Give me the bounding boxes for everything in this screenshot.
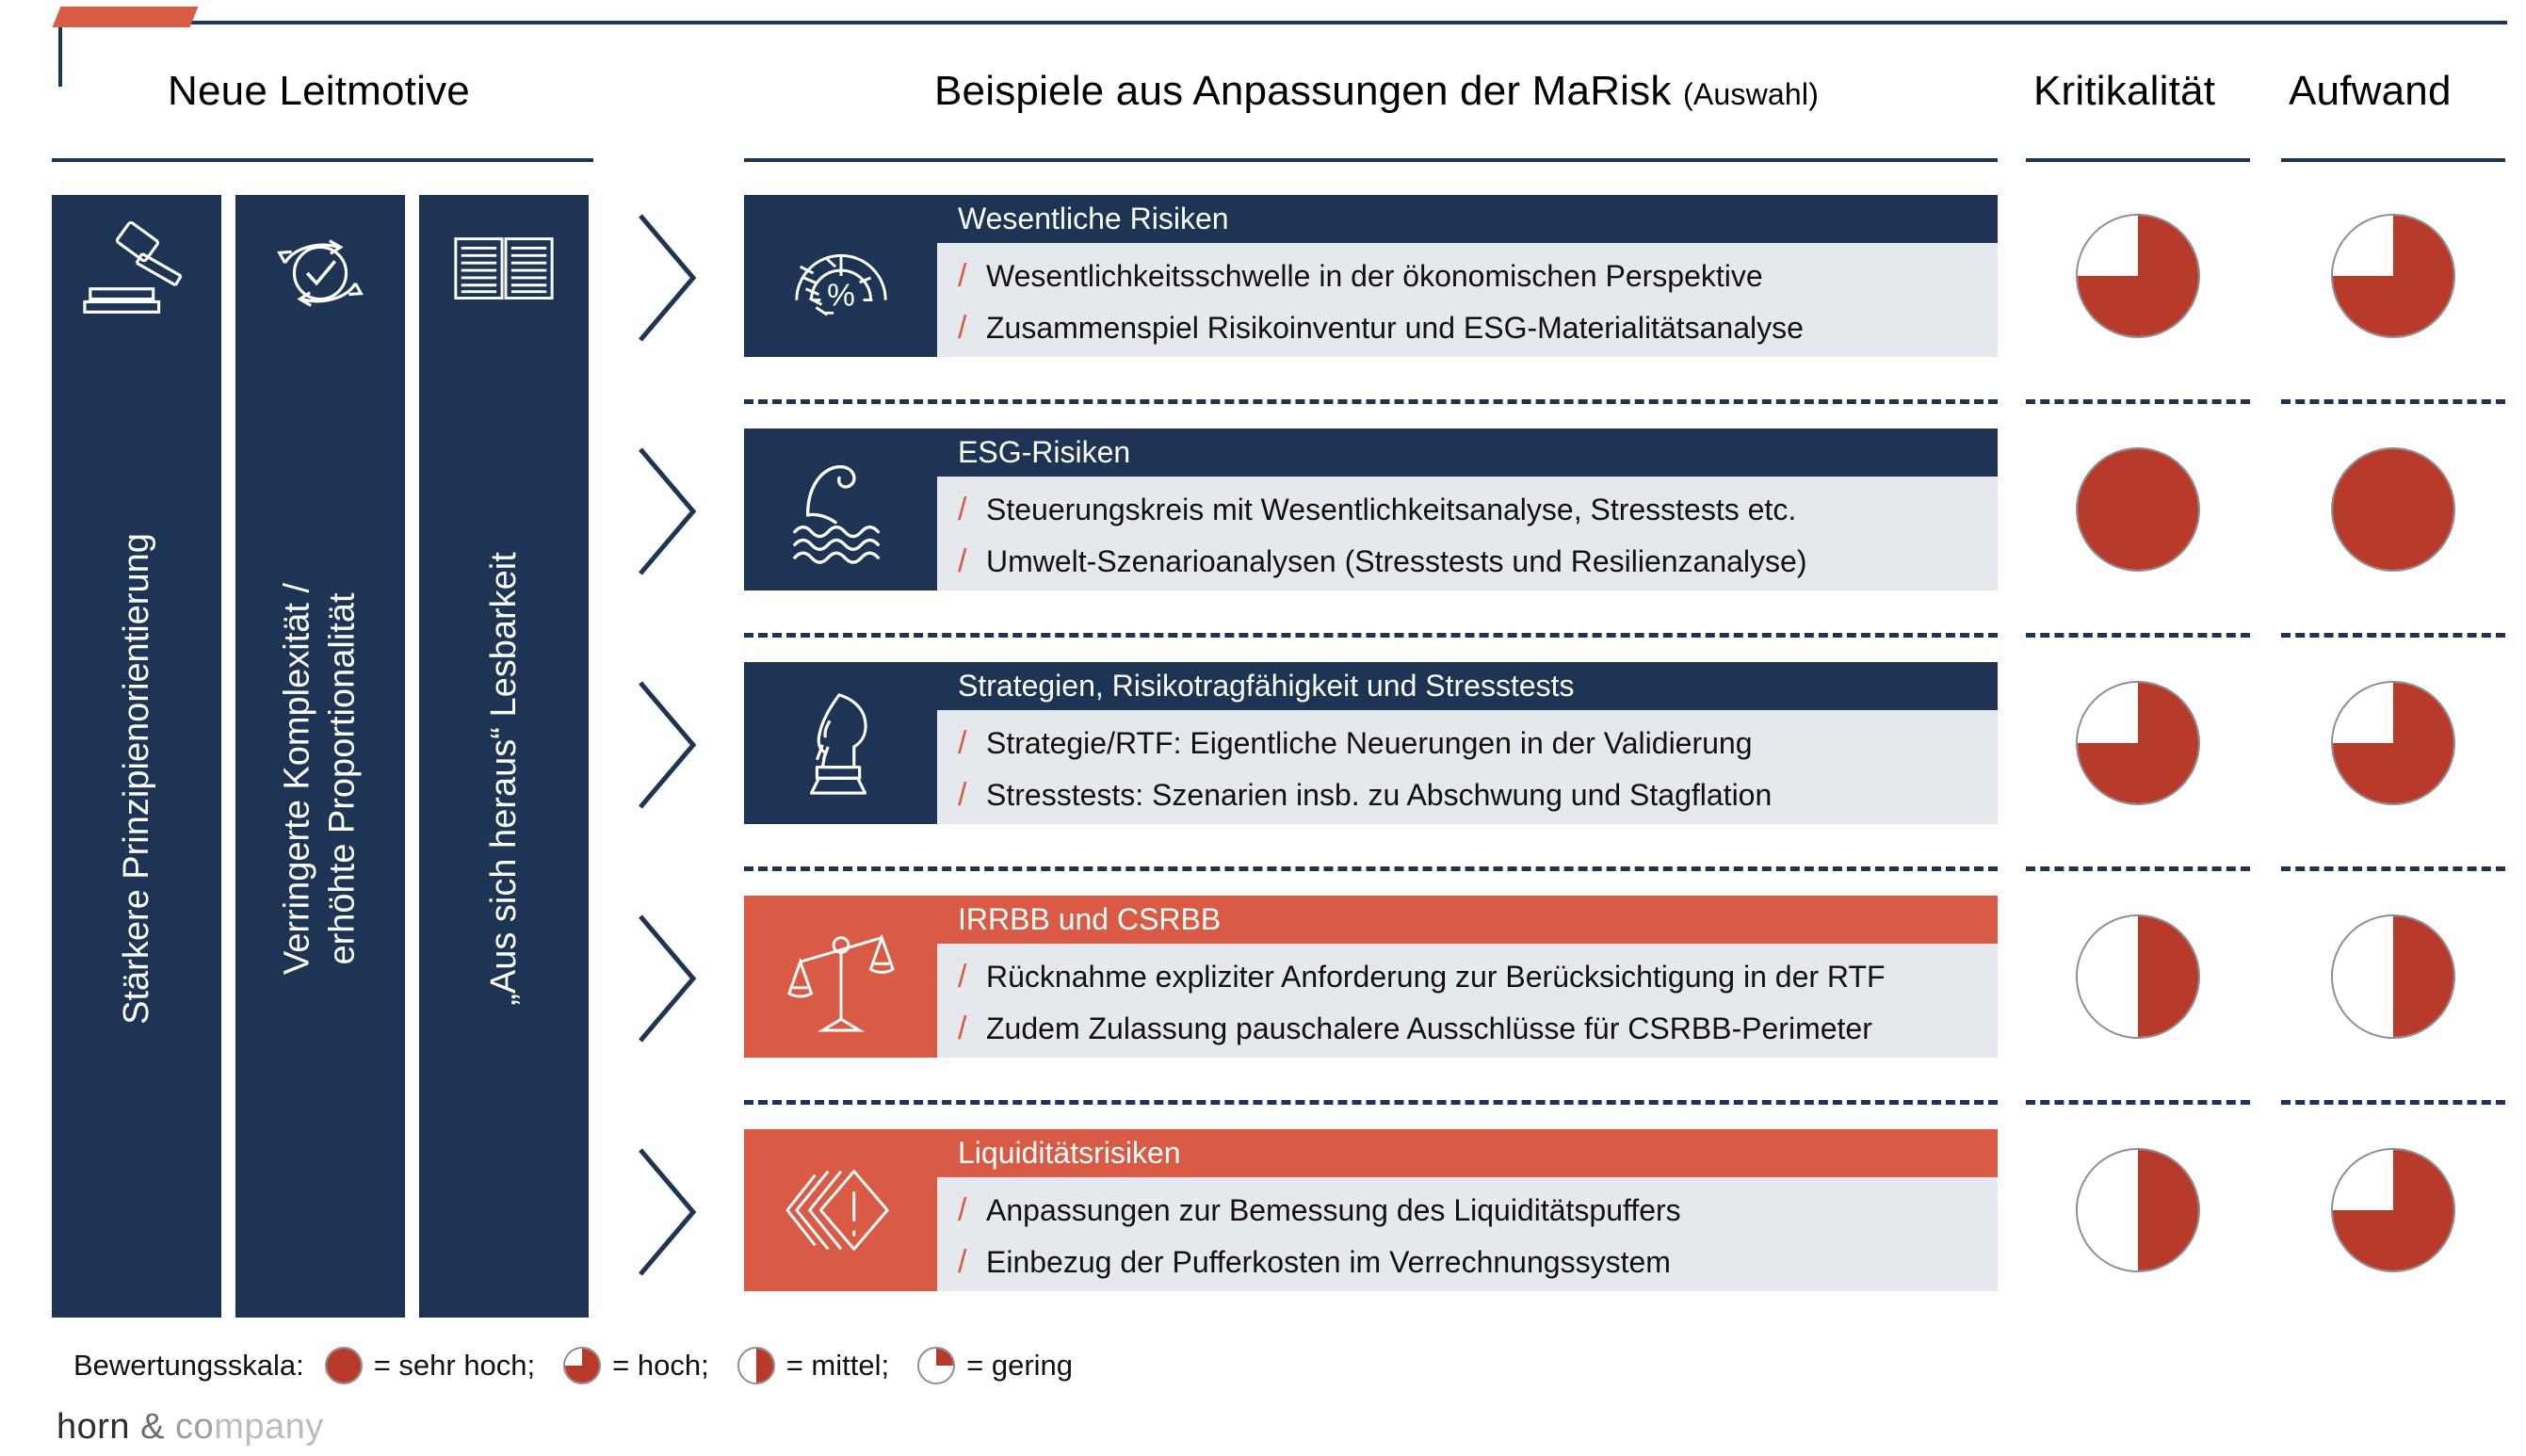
- bullet-text: Zudem Zulassung pauschalere Ausschlüsse für CSRBB-Perimeter: [986, 1011, 1872, 1045]
- separator-kritikalitaet: [2026, 1100, 2250, 1105]
- rating-pie-aufwand: [2331, 447, 2455, 572]
- company-logo: [57, 1407, 324, 1448]
- page-title-leitmotive: [168, 68, 470, 115]
- slash-icon: /: [958, 725, 967, 761]
- content-row[interactable]: [744, 896, 1998, 1058]
- legend-pie-fill: [565, 1349, 599, 1383]
- legend: [73, 1347, 1101, 1384]
- logo-part-3: co: [175, 1407, 215, 1447]
- content-row[interactable]: [744, 662, 1998, 824]
- slash-icon: /: [958, 310, 967, 346]
- legend-pie: [737, 1347, 775, 1384]
- rating-pie-fill: [2333, 1150, 2453, 1270]
- content-row[interactable]: [744, 1129, 1998, 1291]
- slash-icon: /: [958, 777, 967, 813]
- separator-main: [744, 399, 1998, 404]
- frame-top-line: [58, 21, 2507, 24]
- rating-pie-kritikalitaet: [2076, 681, 2200, 805]
- separator-aufwand: [2281, 633, 2505, 638]
- row-icon-box: [744, 429, 937, 590]
- chevron-arrow-4: [633, 909, 701, 1048]
- pillar-label: Stärkere Prinzipienorientierung: [116, 532, 156, 1025]
- rating-pie-fill: [2333, 216, 2453, 336]
- legend-text: = hoch;: [612, 1349, 709, 1382]
- row-header: Liquiditätsrisiken: [937, 1129, 1998, 1177]
- row-header: Strategien, Risikotragfähigkeit und Stresstests: [937, 662, 1998, 710]
- row-icon-box: [744, 896, 937, 1058]
- title-rule-left: [52, 158, 593, 162]
- chevron-arrow-3: [633, 675, 701, 815]
- row-header: ESG-Risiken: [937, 429, 1998, 477]
- legend-pie: [325, 1347, 363, 1384]
- rating-pie-aufwand: [2331, 214, 2455, 338]
- separator-main: [744, 866, 1998, 871]
- bullet-item: [937, 1187, 1998, 1238]
- legend-item: [917, 1347, 1088, 1384]
- rating-pie-fill: [2078, 449, 2198, 570]
- legend-pie: [563, 1347, 601, 1384]
- separator-kritikalitaet: [2026, 399, 2250, 404]
- content-row[interactable]: [744, 429, 1998, 590]
- bullet-item: [937, 252, 1998, 304]
- row-body: [937, 710, 1998, 824]
- bullet-item: [937, 720, 1998, 771]
- logo-part-4: mpany: [214, 1407, 324, 1447]
- rating-pie-fill: [2078, 916, 2198, 1037]
- rating-pie-fill: [2333, 449, 2453, 570]
- row-icon-box: [744, 1129, 937, 1291]
- legend-text: = gering: [966, 1349, 1074, 1382]
- bullet-text: Umwelt-Szenarioanalysen (Stresstests und Resilienzanalyse): [986, 544, 1807, 578]
- pillar-label-line2: erhöhte Proportionalität: [322, 592, 362, 965]
- logo-part-2: &: [140, 1407, 165, 1447]
- rating-pie-kritikalitaet: [2076, 1148, 2200, 1272]
- legend-pie-fill: [919, 1349, 953, 1383]
- bullet-text: Steuerungskreis mit Wesentlichkeitsanalyse, Stresstests etc.: [986, 493, 1797, 526]
- title-rule-aufwand: [2281, 158, 2505, 162]
- open-book-icon: [448, 221, 559, 325]
- page-title-kritikalitaet: Kritikalität: [2033, 68, 2216, 114]
- separator-kritikalitaet: [2026, 633, 2250, 638]
- pillar-lesbarkeit[interactable]: [419, 195, 589, 1318]
- bullet-text: Zusammenspiel Risikoinventur und ESG-Materialitätsanalyse: [986, 311, 1804, 345]
- row-header: Wesentliche Risiken: [937, 195, 1998, 243]
- gauge-percent-icon: [785, 218, 897, 333]
- separator-aufwand: [2281, 399, 2505, 404]
- bullet-item: [937, 1238, 1998, 1290]
- frame-left-line: [58, 21, 62, 87]
- rating-pie-kritikalitaet: [2076, 447, 2200, 572]
- row-icon-box: [744, 662, 937, 824]
- legend-item: [325, 1347, 550, 1384]
- chess-knight-icon: [785, 686, 897, 801]
- gavel-icon: [81, 221, 192, 325]
- bullet-item: [937, 771, 1998, 823]
- separator-kritikalitaet: [2026, 866, 2250, 871]
- row-icon-box: [744, 195, 937, 357]
- bullet-item: [937, 1005, 1998, 1057]
- bullet-text: Strategie/RTF: Eigentliche Neuerungen in der Validierung: [986, 726, 1753, 760]
- bullet-item: [937, 538, 1998, 590]
- chevron-arrow-1: [633, 208, 701, 348]
- bullet-text: Rücknahme expliziter Anforderung zur Berücksichtigung in der RTF: [986, 960, 1886, 994]
- rating-pie-fill: [2333, 916, 2453, 1037]
- page-title-aufwand: Aufwand: [2289, 68, 2452, 114]
- slash-icon: /: [958, 492, 967, 527]
- title-rule-kritikalitaet: [2026, 158, 2250, 162]
- legend-pie-fill: [739, 1349, 773, 1383]
- pillar-prinzipienorientierung[interactable]: [52, 195, 221, 1318]
- legend-item: [563, 1347, 724, 1384]
- rating-pie-aufwand: [2331, 914, 2455, 1039]
- slash-icon: /: [958, 543, 967, 579]
- slash-icon: /: [958, 1011, 967, 1046]
- bullet-item: [937, 953, 1998, 1005]
- separator-aufwand: [2281, 866, 2505, 871]
- pillar-label: „Aus sich heraus“ Lesbarkeit: [483, 552, 524, 1006]
- content-row[interactable]: [744, 195, 1998, 357]
- rating-pie-aufwand: [2331, 681, 2455, 805]
- pillar-label-line1: Verringerte Komplexität /: [277, 582, 317, 975]
- bullet-item: [937, 304, 1998, 356]
- title-text: Neue Leitmotive: [168, 68, 470, 114]
- bullet-text: Anpassungen zur Bemessung des Liquiditätspuffers: [986, 1193, 1681, 1227]
- rating-pie-kritikalitaet: [2076, 214, 2200, 338]
- chevron-arrow-5: [633, 1142, 701, 1282]
- rating-pie-kritikalitaet: [2076, 914, 2200, 1039]
- cycle-check-icon: [265, 221, 376, 325]
- legend-pie-fill: [327, 1349, 361, 1383]
- bullet-text: Wesentlichkeitsschwelle in der ökonomischen Perspektive: [986, 259, 1763, 293]
- title-subtext: (Auswahl): [1683, 77, 1820, 111]
- balance-scale-icon: [785, 919, 897, 1034]
- bullet-text: Einbezug der Pufferkosten im Verrechnungssystem: [986, 1245, 1671, 1279]
- legend-text: = mittel;: [785, 1349, 890, 1382]
- svg-text:%: %: [826, 278, 855, 314]
- title-text: Beispiele aus Anpassungen der MaRisk: [934, 68, 1672, 114]
- row-body: [937, 944, 1998, 1058]
- slash-icon: /: [958, 1192, 967, 1228]
- legend-text: = sehr hoch;: [373, 1349, 536, 1382]
- row-body: [937, 1177, 1998, 1291]
- separator-aufwand: [2281, 1100, 2505, 1105]
- slash-icon: /: [958, 1244, 967, 1280]
- legend-item: [737, 1347, 904, 1384]
- row-header: IRRBB und CSRBB: [937, 896, 1998, 944]
- logo-part-1: horn: [57, 1407, 131, 1447]
- warning-diamond-icon: [785, 1153, 897, 1268]
- rating-pie-fill: [2078, 683, 2198, 803]
- rating-pie-fill: [2078, 216, 2198, 336]
- separator-main: [744, 633, 1998, 638]
- pillar-komplexitaet[interactable]: [235, 195, 405, 1318]
- legend-label: Bewertungsskala:: [73, 1349, 304, 1382]
- chevron-arrow-2: [633, 442, 701, 581]
- page-title-beispiele: [934, 68, 1819, 115]
- row-body: [937, 477, 1998, 590]
- pillar-label: [276, 583, 365, 975]
- rating-pie-fill: [2078, 1150, 2198, 1270]
- slash-icon: /: [958, 258, 967, 294]
- bullet-item: [937, 486, 1998, 538]
- slash-icon: /: [958, 959, 967, 995]
- wave-icon: [785, 452, 897, 567]
- rating-pie-fill: [2333, 683, 2453, 803]
- separator-main: [744, 1100, 1998, 1105]
- accent-parallelogram: [53, 7, 199, 27]
- rating-pie-aufwand: [2331, 1148, 2455, 1272]
- row-body: [937, 243, 1998, 357]
- bullet-text: Stresstests: Szenarien insb. zu Abschwung und Stagflation: [986, 778, 1773, 812]
- title-rule-middle: [744, 158, 1998, 162]
- legend-pie: [917, 1347, 955, 1384]
